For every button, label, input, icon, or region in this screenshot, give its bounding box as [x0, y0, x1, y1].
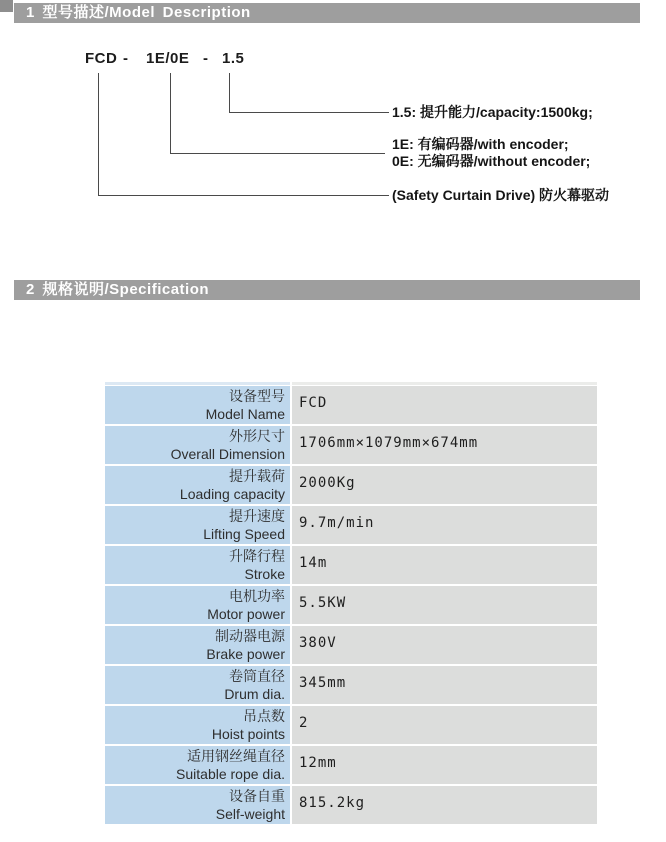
callout-without-encoder: 0E: 无编码器/without encoder; [392, 153, 591, 169]
connector-hline-capacity [229, 112, 389, 113]
model-code-encoder-segment: 1E/0E [146, 50, 190, 67]
table-row-loading-capacity [105, 466, 597, 504]
spec-label-cell [105, 586, 290, 624]
connector-hline-encoder [170, 153, 385, 154]
spec-label-cell [105, 666, 290, 704]
spec-label-en: Motor power [207, 606, 285, 622]
spec-label-cn: 卷筒直径 [229, 668, 285, 684]
spec-value-cell: 2000Kg [292, 466, 597, 504]
spec-label-cn: 升降行程 [229, 548, 285, 564]
table-row-lifting-speed [105, 506, 597, 544]
spec-label-en: Drum dia. [224, 686, 285, 702]
spec-value-cell: 815.2kg [292, 786, 597, 824]
table-row-stroke [105, 546, 597, 584]
connector-vline-drive [98, 73, 99, 195]
specification-table [105, 382, 597, 826]
callout-safety-curtain-drive: (Safety Curtain Drive) 防火幕驱动 [392, 187, 610, 203]
callout-capacity: 1.5: 提升能力/capacity:1500kg; [392, 104, 593, 120]
spec-label-cn: 电机功率 [229, 588, 285, 604]
spec-label-cn: 提升速度 [229, 508, 285, 524]
spec-label-en: Stroke [244, 566, 285, 582]
table-row-motor-power [105, 586, 597, 624]
table-row-self-weight [105, 786, 597, 824]
spec-label-cn: 提升载荷 [229, 468, 285, 484]
spec-value-cell: 5.5KW [292, 586, 597, 624]
connector-vline-capacity [229, 73, 230, 112]
spec-label-cell [105, 386, 290, 424]
model-code-dash-1: - [123, 50, 129, 67]
spec-label-en: Hoist points [211, 726, 285, 742]
spec-label-en: Model Name [205, 406, 285, 422]
spec-label-cell [105, 426, 290, 464]
spec-value-cell: 380V [292, 626, 597, 664]
spec-label-en: Suitable rope dia. [176, 766, 285, 782]
spec-label-cell [105, 746, 290, 784]
spec-value-cell: FCD [292, 386, 597, 424]
spec-label-cell [105, 626, 290, 664]
table-top-strip-label [105, 382, 290, 385]
spec-label-cell [105, 706, 290, 744]
table-top-strip-value [292, 382, 597, 385]
spec-label-cell [105, 786, 290, 824]
table-row-brake-power [105, 626, 597, 664]
callout-with-encoder: 1E: 有编码器/with encoder; [392, 136, 569, 152]
spec-label-cn: 设备型号 [229, 388, 285, 404]
connector-vline-encoder [170, 73, 171, 153]
section-2-heading-bar: 2 规格说明/Specification [14, 280, 640, 300]
spec-label-en: Loading capacity [179, 486, 285, 502]
table-top-strip [105, 382, 597, 385]
table-row-hoist-points [105, 706, 597, 744]
table-row-overall-dimension [105, 426, 597, 464]
spec-label-cell [105, 546, 290, 584]
spec-label-cn: 制动器电源 [215, 628, 285, 644]
spec-label-en: Brake power [206, 646, 285, 662]
spec-value-cell: 1706mm×1079mm×674mm [292, 426, 597, 464]
model-code-capacity-segment: 1.5 [222, 50, 245, 67]
connector-hline-drive [98, 195, 389, 196]
model-code-dash-2: - [203, 50, 209, 67]
table-row-model-name [105, 386, 597, 424]
spec-label-cn: 设备自重 [229, 788, 285, 804]
page-corner-mark [0, 0, 13, 12]
spec-value-cell: 12mm [292, 746, 597, 784]
spec-label-cn: 吊点数 [243, 708, 285, 724]
spec-label-en: Self-weight [215, 806, 285, 822]
model-code-prefix: FCD [85, 50, 118, 67]
spec-value-cell: 9.7m/min [292, 506, 597, 544]
table-row-suitable-rope-diameter [105, 746, 597, 784]
spec-label-cn: 外形尺寸 [229, 428, 285, 444]
section-1-heading-bar: 1 型号描述/Model Description [14, 3, 640, 23]
spec-label-cn: 适用钢丝绳直径 [187, 748, 285, 764]
spec-label-en: Lifting Speed [203, 526, 285, 542]
table-row-drum-diameter [105, 666, 597, 704]
spec-label-cell [105, 466, 290, 504]
spec-value-cell: 345mm [292, 666, 597, 704]
spec-label-en: Overall Dimension [170, 446, 285, 462]
spec-value-cell: 2 [292, 706, 597, 744]
spec-label-cell [105, 506, 290, 544]
spec-value-cell: 14m [292, 546, 597, 584]
